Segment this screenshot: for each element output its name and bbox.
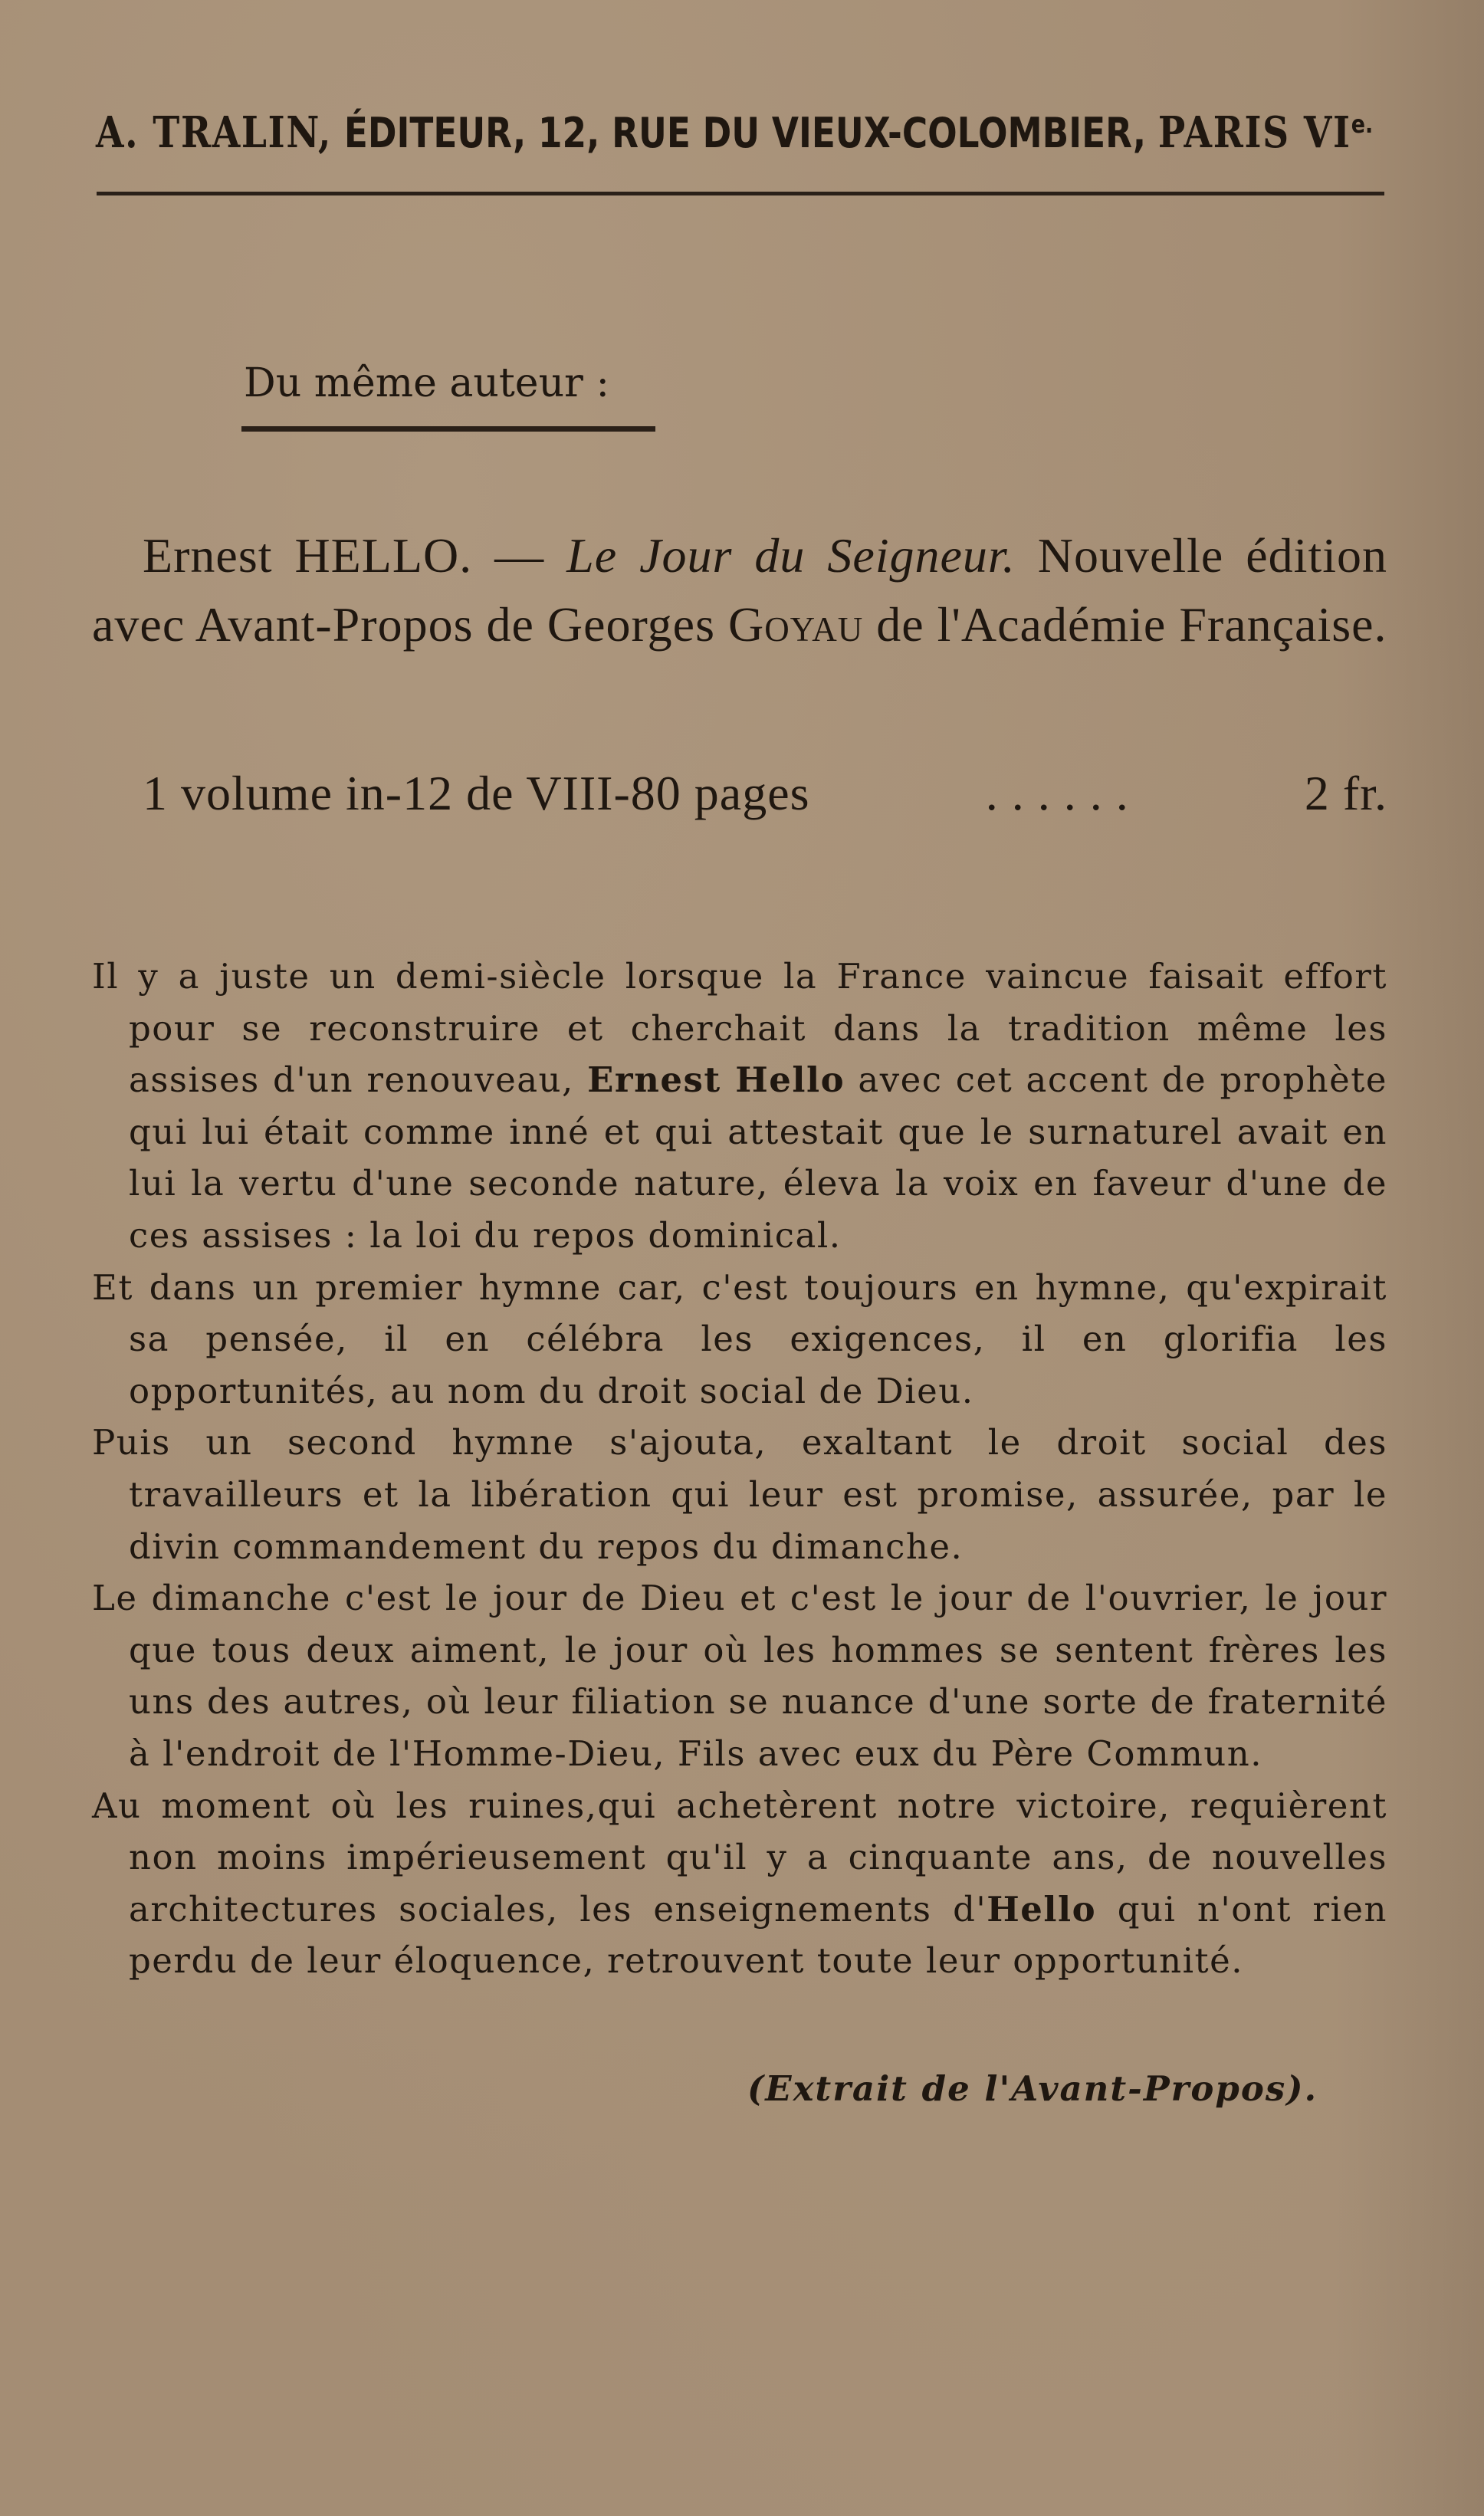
volume-price: 2 fr. (1304, 766, 1387, 820)
subtitle-underline (241, 426, 655, 432)
section-subtitle: Du même auteur : (244, 360, 609, 406)
excerpt-paragraph: Le dimanche c'est le jour de Dieu et c'est le jour de l'ouvrier, le jour que tous deux aiment, le jour où les hommes se sentent frères les uns des autres, où leur filiation se nuance d'une sorte de fraternité à l'endroit de l'Homme-Dieu, Fils avec eux du Père Commun. (92, 1578, 1387, 1774)
publisher-name: A. TRALIN, (96, 107, 333, 158)
volume-dots: . . . . . . (985, 766, 1129, 820)
publisher-city-suffix: e. (1351, 110, 1374, 139)
book-preface-author: Goyau (727, 597, 864, 652)
excerpt-p5-before: Au moment où les ruines,qui achetèrent notre victoire, requièrent non moins impérieusement qu'il y a cinquante ans, de nouvelles architectures sociales, les enseignements d' (92, 1785, 1387, 1930)
excerpt-paragraph: Puis un second hymne s'ajouta, exaltant le droit social des travailleurs et la libération qui leur est promise, assurée, par le divin commandement du repos du dimanche. (92, 1422, 1387, 1567)
book-title: Le Jour du Seigneur. (566, 528, 1016, 583)
excerpt-p5-name: Hello (987, 1888, 1097, 1930)
book-entry (92, 521, 1387, 659)
excerpt-paragraph: Et dans un premier hymne car, c'est toujours en hymne, qu'expirait sa pensée, il en célébra les exigences, il en glorifia les opportunités, au nom du droit social de Dieu. (92, 1266, 1387, 1411)
publisher-address: ÉDITEUR, 12, RUE DU VIEUX-COLOMBIER, (343, 109, 1147, 157)
book-academy: de l'Académie Française. (876, 597, 1387, 652)
book-author: Ernest HELLO. (143, 528, 473, 583)
excerpt-p1-name: Ernest Hello (587, 1059, 845, 1101)
book-dash: — (494, 528, 545, 583)
book-edition: Nouvelle édition avec Avant-Propos de Georges (92, 528, 1388, 652)
excerpt-paragraph (92, 951, 1387, 1262)
excerpt-p1-before: Il y a juste un demi-siècle lorsque la France vaincue faisait effort pour se reconstruire et cherchait dans la tradition même les assises d'un renouveau, (92, 956, 1387, 1101)
excerpt-p5-after: qui n'ont rien perdu de leur éloquence, retrouvent toute leur opportunité. (129, 1888, 1387, 1982)
excerpt (92, 951, 1387, 1987)
volume-line (143, 759, 1387, 828)
excerpt-attribution: (Extrait de l'Avant-Propos). (747, 2068, 1318, 2109)
volume-description: 1 volume in-12 de VIII-80 pages (143, 766, 810, 820)
excerpt-paragraph (92, 1780, 1387, 1987)
header-rule (97, 192, 1384, 195)
excerpt-p1-after: avec cet accent de prophète qui lui était comme inné et qui attestait que le surnaturel avait en lui la vertu d'une seconde nature, éleva la voix en faveur d'une de ces assises : la loi du repos dominical. (129, 1059, 1387, 1256)
publisher-city: PARIS VI (1157, 107, 1351, 158)
publisher-header (96, 107, 1374, 158)
